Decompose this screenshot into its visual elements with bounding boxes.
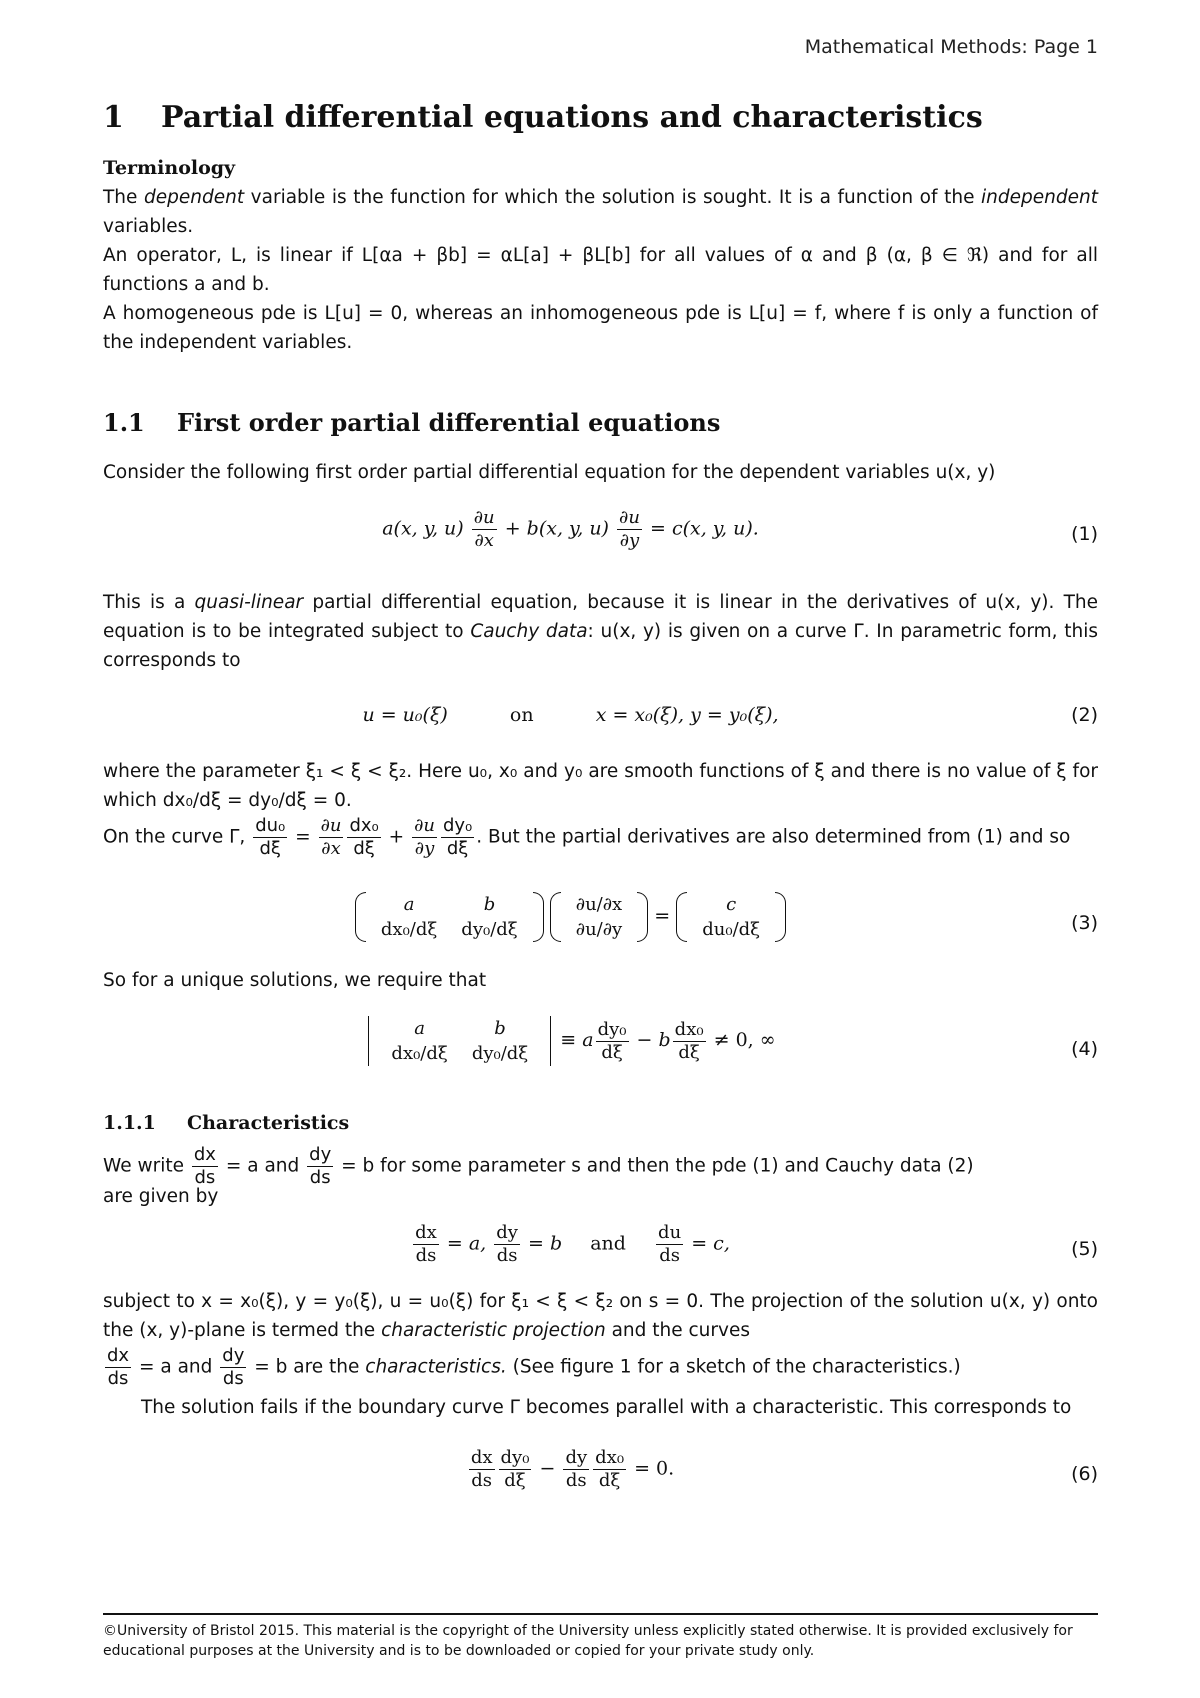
fraction bbox=[347, 815, 380, 860]
eq-text: ≠ 0, ∞ bbox=[713, 1029, 776, 1051]
numerator: dy bbox=[309, 1144, 332, 1165]
fraction bbox=[105, 1345, 131, 1390]
subsubsection-title bbox=[103, 1112, 349, 1134]
denominator: ds bbox=[194, 1167, 216, 1188]
we-write-paragraph bbox=[103, 1144, 1098, 1211]
fraction bbox=[499, 1447, 532, 1492]
numerator: dx₀ bbox=[674, 1018, 704, 1040]
copyright-footer: ©University of Bristol 2015. This material is the copyright of the University unless explicitly stated otherwise. It is provided exclusively for educational purposes at the University and is to be downloaded or copied for your private study only. bbox=[103, 1623, 1073, 1659]
equation-number: (1) bbox=[1071, 523, 1098, 545]
matrix-cell: dy₀/dξ bbox=[471, 1043, 529, 1064]
eq-term: = a, bbox=[446, 1232, 487, 1255]
equation-6 bbox=[103, 1447, 1098, 1507]
subsection-title-text: First order partial differential equations bbox=[177, 408, 721, 437]
terminology-p1 bbox=[103, 183, 1098, 241]
fraction bbox=[307, 1144, 333, 1189]
fraction bbox=[617, 507, 642, 552]
eq-term: x = x₀(ξ), y = y₀(ξ), bbox=[595, 704, 779, 726]
numerator: dy₀ bbox=[597, 1018, 627, 1040]
subject-paragraph bbox=[103, 1287, 1098, 1390]
eq-term: a(x, y, u) bbox=[382, 517, 464, 540]
eq-text: = 0. bbox=[634, 1457, 675, 1480]
subsection-number: 1.1 bbox=[103, 408, 145, 437]
quasi-linear-paragraph bbox=[103, 588, 1098, 675]
emphasis: Cauchy data bbox=[470, 621, 588, 642]
matrix-cell: dy₀/dξ bbox=[461, 919, 518, 940]
text: (See figure 1 for a sketch of the characteristics.) bbox=[506, 1356, 961, 1378]
section-title-text: Partial differential equations and characteristics bbox=[161, 100, 983, 135]
emphasis: characteristics. bbox=[365, 1356, 507, 1378]
curve-paragraph bbox=[103, 815, 1098, 860]
text: are given by bbox=[103, 1186, 219, 1207]
terminology-p2: An operator, L, is linear if L[αa + βb] = αL[a] + βL[b] for all values of α and β (α, β ∈ ℜ) and for all functions a and b. bbox=[103, 245, 1098, 295]
numerator: dx bbox=[193, 1144, 216, 1165]
terminology-block bbox=[103, 154, 1098, 357]
denominator: ds bbox=[471, 1470, 493, 1491]
section-number: 1 bbox=[103, 100, 124, 135]
text: and the curves bbox=[605, 1320, 750, 1341]
denominator: ∂y bbox=[619, 530, 640, 551]
matrix-cell: a bbox=[414, 1018, 425, 1039]
text: = bbox=[295, 826, 311, 848]
vector-cell: ∂u/∂x bbox=[575, 894, 623, 915]
equation-number: (4) bbox=[1071, 1038, 1098, 1060]
intro-paragraph: Consider the following first order partial differential equation for the dependent variables u(x, y) bbox=[103, 462, 996, 483]
derivative-vector bbox=[550, 892, 648, 942]
denominator: ds bbox=[659, 1245, 680, 1266]
equation-3 bbox=[103, 892, 1098, 962]
eq-text: and bbox=[590, 1232, 626, 1255]
denominator: dξ bbox=[504, 1470, 526, 1491]
text: The bbox=[103, 187, 144, 208]
fraction bbox=[673, 1019, 706, 1064]
rhs-vector bbox=[676, 892, 786, 942]
denominator: ds bbox=[565, 1470, 587, 1491]
eq-term: = b bbox=[528, 1232, 563, 1255]
denominator: dξ bbox=[601, 1041, 623, 1063]
matrix-cell: dx₀/dξ bbox=[391, 1043, 448, 1064]
eq-term: u = u₀(ξ) bbox=[362, 704, 448, 726]
fraction bbox=[220, 1345, 246, 1390]
text: = b are the bbox=[254, 1356, 366, 1378]
text: partial differential equation, because it is linear in the derivatives of u(x, y). The equation is to be integrated subject to bbox=[103, 592, 1098, 642]
fraction bbox=[656, 1222, 683, 1267]
fraction bbox=[319, 815, 344, 860]
numerator: dx bbox=[107, 1345, 130, 1366]
text: variables. bbox=[103, 216, 194, 237]
footer-rule bbox=[103, 1613, 1098, 1615]
fraction bbox=[563, 1447, 589, 1492]
equation-number: (6) bbox=[1071, 1463, 1098, 1485]
denominator: ∂y bbox=[414, 838, 435, 859]
vector-cell: ∂u/∂y bbox=[575, 919, 623, 940]
equation-number: (2) bbox=[1071, 704, 1098, 726]
text: = a and bbox=[225, 1155, 300, 1177]
matrix-cell: dx₀/dξ bbox=[380, 919, 438, 940]
eq-term: − b bbox=[636, 1029, 671, 1051]
numerator: dy bbox=[565, 1447, 588, 1468]
text: : u(x, y) is given on a curve Γ. In parametric form, this corresponds to bbox=[103, 621, 1099, 671]
denominator: ∂x bbox=[321, 838, 341, 859]
fraction bbox=[441, 815, 474, 860]
text: variable is the function for which the solution is sought. It is a function of the bbox=[244, 187, 982, 208]
numerator: ∂u bbox=[320, 815, 342, 836]
eq-text: on bbox=[509, 704, 534, 726]
eq-term: = c(x, y, u). bbox=[649, 517, 759, 540]
denominator: ds bbox=[415, 1245, 437, 1266]
determinant bbox=[365, 1016, 554, 1066]
unique-paragraph: So for a unique solutions, we require that bbox=[103, 970, 487, 991]
numerator: dx₀ bbox=[595, 1447, 625, 1468]
text: This is a bbox=[103, 592, 195, 613]
text: + bbox=[388, 826, 405, 848]
matrix-cell: a bbox=[403, 894, 415, 915]
fraction bbox=[469, 1447, 495, 1492]
subsubsection-number: 1.1.1 bbox=[103, 1112, 156, 1134]
matrix-cell: b bbox=[494, 1018, 506, 1039]
numerator: ∂u bbox=[619, 507, 640, 528]
text: subject to x = x₀(ξ), y = y₀(ξ), u = u₀(ξ) for ξ₁ < ξ < ξ₂ on s = 0. The projection of the solution u(x, y) onto the (x, y)-plane is termed the bbox=[103, 1291, 1098, 1341]
fraction bbox=[413, 1222, 439, 1267]
fraction bbox=[253, 815, 287, 860]
numerator: dy₀ bbox=[500, 1447, 530, 1468]
numerator: du₀ bbox=[255, 815, 286, 836]
text: = a and bbox=[138, 1356, 213, 1378]
emphasis: independent bbox=[981, 187, 1098, 208]
fails-paragraph: The solution fails if the boundary curve Γ becomes parallel with a characteristic. This corresponds to bbox=[141, 1397, 1072, 1418]
vector-cell: c bbox=[726, 894, 737, 915]
numerator: du bbox=[658, 1222, 682, 1243]
denominator: dξ bbox=[446, 838, 469, 859]
eq-text: = bbox=[654, 905, 671, 927]
subsubsection-title-text: Characteristics bbox=[187, 1112, 350, 1134]
vector-cell: du₀/dξ bbox=[702, 919, 761, 940]
terminology-p3: A homogeneous pde is L[u] = 0, whereas an inhomogeneous pde is L[u] = f, where f is only a function of the independent variables. bbox=[103, 303, 1098, 353]
matrix-cell: b bbox=[483, 894, 496, 915]
equation-5 bbox=[103, 1222, 1098, 1282]
denominator: dξ bbox=[259, 838, 281, 859]
denominator: dξ bbox=[353, 838, 375, 859]
subsection-title bbox=[103, 408, 720, 437]
text: We write bbox=[103, 1155, 184, 1177]
text: = b for some parameter s and then the pde (1) and Cauchy data (2) bbox=[341, 1155, 974, 1177]
fraction bbox=[412, 815, 437, 860]
eq-text: − bbox=[539, 1457, 556, 1480]
emphasis: characteristic projection bbox=[381, 1320, 606, 1341]
numerator: ∂u bbox=[473, 507, 495, 528]
fraction bbox=[472, 507, 497, 552]
section-title bbox=[103, 100, 983, 135]
eq-term: ≡ a bbox=[560, 1029, 594, 1051]
text: On the curve Γ, bbox=[103, 826, 246, 848]
text: . But the partial derivatives are also determined from (1) and so bbox=[476, 826, 1071, 848]
equation-number: (3) bbox=[1071, 912, 1098, 934]
numerator: dy bbox=[496, 1222, 518, 1243]
equation-number: (5) bbox=[1071, 1238, 1098, 1260]
denominator: ds bbox=[496, 1245, 518, 1266]
denominator: ∂x bbox=[474, 530, 494, 551]
numerator: ∂u bbox=[414, 815, 435, 836]
fraction bbox=[494, 1222, 520, 1267]
equation-2 bbox=[103, 704, 1098, 734]
eq-term: = c, bbox=[691, 1232, 730, 1255]
numerator: dx bbox=[415, 1222, 437, 1243]
denominator: ds bbox=[309, 1167, 331, 1188]
denominator: dξ bbox=[678, 1041, 700, 1063]
numerator: dx₀ bbox=[349, 815, 379, 836]
denominator: ds bbox=[222, 1368, 244, 1389]
terminology-heading: Terminology bbox=[103, 157, 236, 179]
fraction bbox=[593, 1447, 626, 1492]
running-head: Mathematical Methods: Page 1 bbox=[804, 36, 1098, 58]
equation-1 bbox=[103, 507, 1098, 567]
fraction bbox=[596, 1019, 629, 1064]
numerator: dy₀ bbox=[442, 815, 473, 836]
denominator: ds bbox=[107, 1368, 129, 1389]
emphasis: quasi-linear bbox=[194, 592, 304, 613]
denominator: dξ bbox=[598, 1470, 621, 1491]
numerator: dx bbox=[470, 1447, 493, 1468]
emphasis: dependent bbox=[144, 187, 245, 208]
eq-term: + b(x, y, u) bbox=[504, 517, 609, 540]
numerator: dy bbox=[222, 1345, 245, 1366]
equation-4 bbox=[103, 1016, 1098, 1092]
coefficient-matrix bbox=[355, 892, 544, 942]
parameter-paragraph: where the parameter ξ₁ < ξ < ξ₂. Here u₀, x₀ and y₀ are smooth functions of ξ and there is no value of ξ for which dx₀/dξ = dy₀/dξ = 0. bbox=[103, 761, 1098, 811]
